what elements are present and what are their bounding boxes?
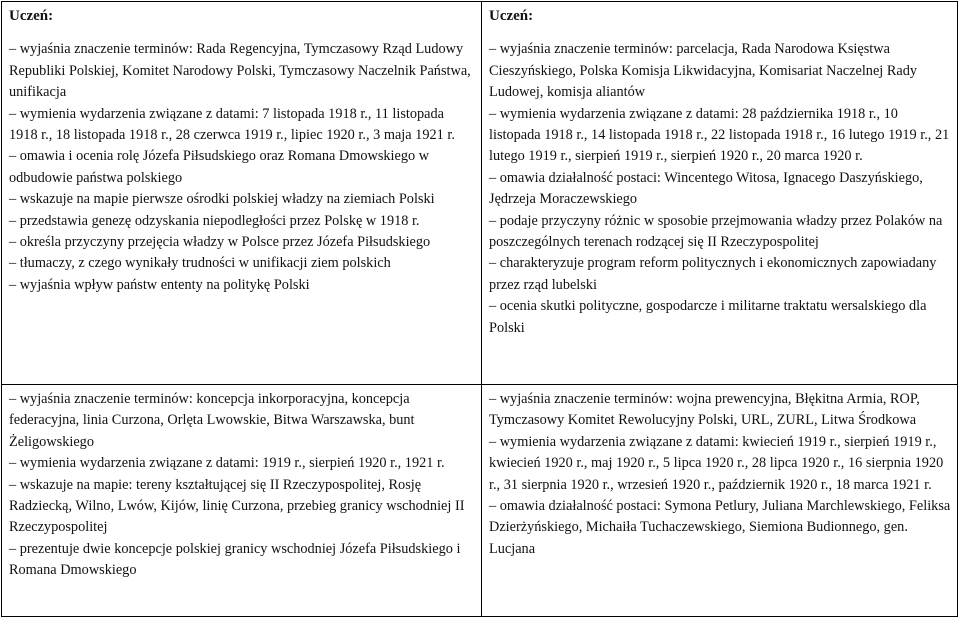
list-item: – tłumaczy, z czego wynikały trudności w unifikacji ziem polskich [9,255,391,272]
list-item: – omawia i ocenia rolę Józefa Piłsudskiego oraz Romana Dmowskiego w odbudowie państwa polskiego [9,148,430,186]
cell-bottom-right [482,385,958,617]
list-item: – wymienia wydarzenia związane z datami: 1919 r., sierpień 1920 r., 1921 r. [9,455,445,472]
list-item: – omawia działalność postaci: Symona Petlury, Juliana Marchlewskiego, Feliksa Dzierżyńskiego, Michaiła Tuchaczewskiego, Siemiona Budionnego, gen. Lucjana [489,498,951,557]
list-item: – charakteryzuje program reform politycznych i ekonomicznych zapowiadany przez rząd lubelski [489,255,937,293]
list-item: – wyjaśnia wpływ państw ententy na politykę Polski [9,276,310,293]
list-item: – wyjaśnia znaczenie terminów: wojna prewencyjna, Błękitna Armia, ROP, Tymczasowy Komitet Rewolucyjny Polski, URL, ZURL, Litwa Środkowa [489,391,920,429]
cell-bottom-left [2,385,482,617]
list-item: – omawia działalność postaci: Wincentego Witosa, Ignacego Daszyńskiego, Jędrzeja Moraczewskiego [489,169,923,208]
cell-top-right [482,2,958,385]
list-item: – wskazuje na mapie pierwsze ośrodki polskiej władzy na ziemiach Polski [9,191,435,208]
cell-header: Uczeń: [9,8,54,24]
cell-top-left [2,2,482,385]
requirements-table [1,1,958,617]
list-item: – wskazuje na mapie: tereny kształtującej się II Rzeczypospolitej, Rosję Radziecką, Wilno, Lwów, Kijów, linię Curzona, przebieg granicy wschodniej II Rzeczypospolitej [9,476,465,536]
list-item: – wymienia wydarzenia związane z datami: 7 listopada 1918 r., 11 listopada 1918 r., 18 listopada 1918 r., 28 czerwca 1919 r., lipiec 1920 r., 3 maja 1921 r. [9,105,455,144]
list-item: – określa przyczyny przejęcia władzy w Polsce przez Józefa Piłsudskiego [9,234,431,251]
list-item: – podaje przyczyny różnic w sposobie przejmowania władzy przez Polaków na poszczególnych terenach rodzącej się II Rzeczypospolitej [489,212,943,251]
list-item: – wyjaśnia znaczenie terminów: parcelacja, Rada Narodowa Księstwa Cieszyńskiego, Polska Komisja Likwidacyjna, Komisariat Naczelnej Rady Ludowej, komisja aliantów [489,41,918,101]
list-item: – wymienia wydarzenia związane z datami: kwiecień 1919 r., sierpień 1919 r., kwiecień 1920 r., maj 1920 r., 5 lipca 1920 r., 28 lipca 1920 r., 16 sierpnia 1920 r., 31 sierpnia 1920 r., wrzesień 1920 r., październik 1920 r., 18 marca 1921 r. [489,433,944,493]
list-item: – wyjaśnia znaczenie terminów: Rada Regencyjna, Tymczasowy Rząd Ludowy Republiki Polskiej, Komitet Narodowy Polski, Tymczasowy Naczelnik Państwa, unifikacja [9,41,471,101]
list-item: – prezentuje dwie koncepcje polskiej granicy wschodniej Józefa Piłsudskiego i Romana Dmowskiego [9,540,461,579]
list-item: – wyjaśnia znaczenie terminów: koncepcja inkorporacyjna, koncepcja federacyjna, linia Curzona, Orlęta Lwowskie, Bitwa Warszawska, bunt Żeligowskiego [9,391,415,450]
table-row [2,2,958,385]
list-item: – przedstawia genezę odzyskania niepodległości przez Polskę w 1918 r. [9,212,420,229]
list-item: – wymienia wydarzenia związane z datami: 28 października 1918 r., 10 listopada 1918 r., 14 listopada 1918 r., 22 listopada 1918 r., 16 lutego 1919 r., 21 lutego 1919 r., sierpień 1919 r., sierpień 1920 r., 20 marca 1920 r. [489,105,950,165]
list-item: – ocenia skutki polityczne, gospodarcze i militarne traktatu wersalskiego dla Polski [489,298,927,336]
table-row [2,385,958,617]
cell-header: Uczeń: [489,8,534,24]
